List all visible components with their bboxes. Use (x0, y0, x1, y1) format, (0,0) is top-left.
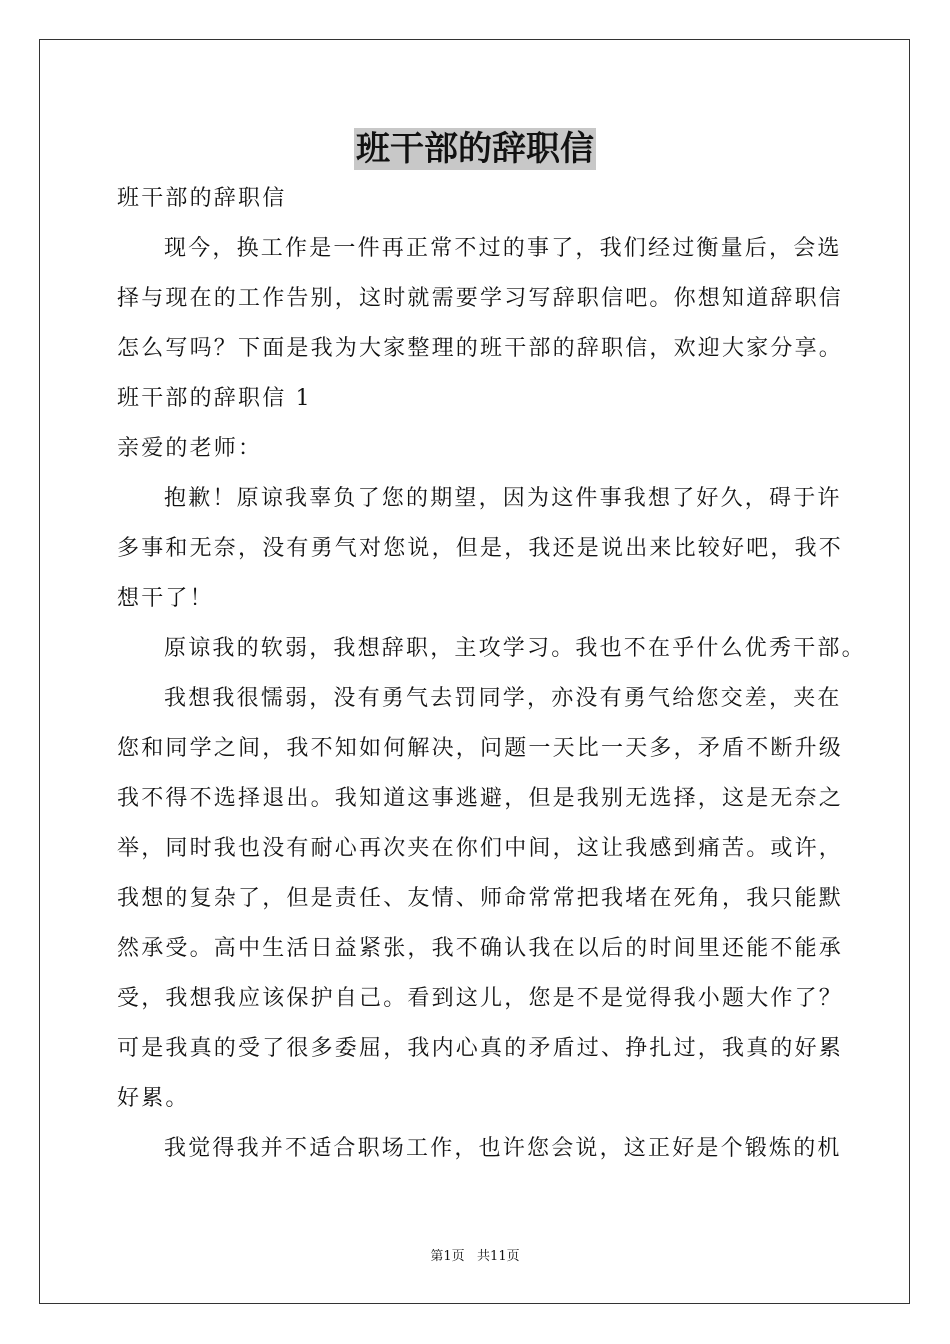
page-footer: 第1页 共11页 (430, 1249, 520, 1264)
paragraph-line: 抱歉！原谅我辜负了您的期望，因为这件事我想了好久，碍于许 (164, 486, 842, 511)
paragraph-line: 举，同时我也没有耐心再次夹在你们中间，这让我感到痛苦。或许， (117, 836, 844, 861)
paragraph-line: 我不得不选择退出。我知道这事逃避，但是我别无选择，这是无奈之 (117, 786, 844, 811)
title-block (0, 128, 950, 170)
paragraph-line: 受，我想我应该保护自己。看到这儿，您是不是觉得我小题大作了？ (117, 986, 844, 1011)
paragraph-line: 可是我真的受了很多委屈，我内心真的矛盾过、挣扎过，我真的好累 (117, 1036, 844, 1061)
paragraph-line: 现今，换工作是一件再正常不过的事了，我们经过衡量后，会选 (164, 236, 842, 261)
paragraph-line: 我觉得我并不适合职场工作，也许您会说，这正好是个锻炼的机 (164, 1136, 842, 1161)
paragraph-line: 怎么写吗？下面是我为大家整理的班干部的辞职信，欢迎大家分享。 (117, 336, 844, 361)
document-title: 班干部的辞职信 (356, 129, 594, 169)
paragraph-line: 多事和无奈，没有勇气对您说，但是，我还是说出来比较好吧，我不 (117, 536, 844, 561)
paragraph-line: 我想我很懦弱，没有勇气去罚同学，亦没有勇气给您交差，夹在 (164, 686, 842, 711)
subtitle-line: 班干部的辞职信 (117, 186, 287, 211)
paragraph-line: 想干了！ (117, 586, 214, 611)
paragraph-line: 您和同学之间，我不知如何解决，问题一天比一天多，矛盾不断升级 (117, 736, 844, 761)
paragraph-line: 好累。 (117, 1086, 190, 1111)
paragraph-line: 然承受。高中生活日益紧张，我不确认我在以后的时间里还能不能承 (117, 936, 844, 961)
section-heading: 班干部的辞职信 1 (117, 386, 312, 411)
page-frame (39, 39, 910, 1304)
salutation-line: 亲爱的老师： (117, 436, 263, 461)
paragraph-line: 择与现在的工作告别，这时就需要学习写辞职信吧。你想知道辞职信 (117, 286, 844, 311)
paragraph-line: 我想的复杂了，但是责任、友情、师命常常把我堵在死角，我只能默 (117, 886, 844, 911)
paragraph-line: 原谅我的软弱，我想辞职，主攻学习。我也不在乎什么优秀干部。 (164, 636, 866, 661)
